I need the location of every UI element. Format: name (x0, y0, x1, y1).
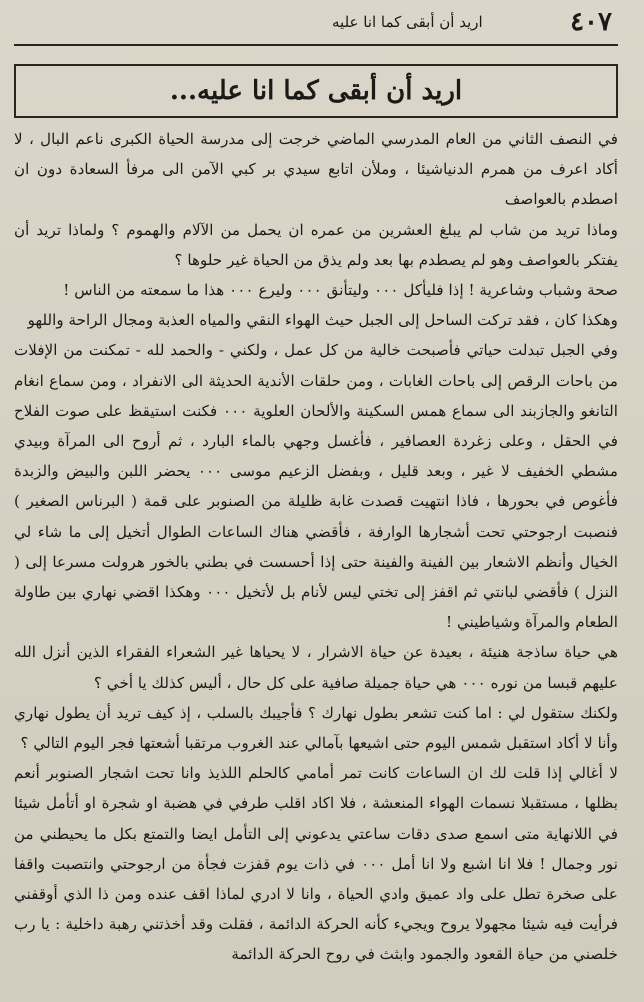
paragraph: وهكذا كان ، فقد تركت الساحل إلى الجبل حيث الهواء النقي والمياه العذبة ومجال الراحة واللهو (27, 311, 618, 330)
article-title-box (14, 64, 618, 118)
paragraph: وماذا تريد من شاب لم يبلغ العشرين من عمره ان يحمل من الآلام والهموم ؟ ولماذا تريد أن يفتكر بالعواصف وهو لم يصطدم بها بعد ولم يذق من الحياة غير حلوها ؟ (14, 220, 618, 269)
paragraph: في النصف الثاني من العام المدرسي الماضي خرجت إلى مدرسة الحياة الكبرى ناعم البال ، لا أكاد اعرف من همرم الدنياشيئا ، وملأن اتابع سيدي بر كبي الآمن الى مرفأ السعادة دون ان اصطدم بالعواصف (14, 130, 618, 209)
paragraph: هي حياة ساذجة هنيئة ، بعيدة عن حياة الاشرار ، لا يحياها غير الشعراء الفقراء الذين أنزل الله عليهم قبسا من نوره ٠٠٠ هي حياة جميلة صافية على كل حال ، أليس كذلك يا أخي ؟ (14, 643, 618, 692)
page-number: ٤٠٧ (570, 7, 612, 37)
paragraph: لا أغالي إذا قلت لك ان الساعات كانت تمر أمامي كالحلم اللذيذ وانا تحت اشجار الصنوبر أنعم بظلها ، مستقبلا نسمات الهواء المنعشة ، فلا اكاد اقلب طرفي في هضبة او شجرة او أتأمل شيئا في اللانهاية متى اسمع صدى دقات ساعتي يدعوني إلى التأمل ايضا والتمتع بكل ما يحيطني من نور وجمال ! فلا انا اشبع ولا انا أمل ٠٠٠ في ذات يوم قفزت فجأة من ارجوحتي وانتصبت واقفا على صخرة تطل على واد عميق وادي الحياة ، وانا لا ادري لماذا اقف عنده ومن ذا الذي أوقفني فرأيت فيه شيئا مجهولا يروح ويجيء كأنه الحركة الدائمة ، فقلت وقد أخذتني رهبة داخلية : يا رب خلصني من حياة القعود والجمود وابثث في روح الحركة الدائمة (14, 764, 618, 964)
running-header (14, 0, 618, 46)
paragraph: ولكنك ستقول لي : اما كنت تشعر بطول نهارك ؟ فأجيبك بالسلب ، إذ كيف تريد أن يطول نهاري وأنا لا أكاد استقبل شمس اليوم حتى اشيعها بآمالي عند الغروب مرتقبا أشعتها فجر اليوم التالي ؟ (14, 703, 618, 753)
paragraph: وفي الجبل تبدلت حياتي فأصبحت خالية من كل عمل ، ولكني - والحمد لله - تمكنت من الإفلات من باحات الرقص إلى باحات الغابات ، ومن حلقات الأندية الحديثة الى الانفراد ، ومن سماع انغام التانغو والجازبند الى سماع همس السكينة والألحان العلوية ٠٠٠ فكنت استيقظ على صوت الفلاح في الحقل ، وعلى زغردة العصافير ، فأغسل وجهي بالماء البارد ، ثم أروح الى المرآة وبيدي مشطي الخفيف لا غير ، وبعد قليل ، وبفضل الزعيم موسى ٠٠٠ يحضر اللبن والبيض والزبدة فأغوص في بحورها ، فاذا انتهيت قصدت غابة ظليلة من الصنوبر على قمة ( البرناس الصغير ) فنصبت ارجوحتي تحت أشجارها الوارفة ، فأقضي هناك الساعات الطوال أتخيل إلى ما شاء لي الخيال وأنظم الاشعار بين الفينة والفينة حتى إذا أحسست في بطني بالخور هرولت مسرعا إلى ( النزل ) فأقضي لبانتي ثم اقفز إلى تختي ليس لأنام بل لأتخيل ٠٠٠ وهكذا اقضي نهاري بين طاولة الطعام والمرآة وشياطيني ! (14, 341, 618, 632)
running-title: اريد أن أبقى كما انا عليه (332, 13, 483, 31)
paragraph: صحة وشباب وشاعرية ! إذا فليأكل ٠٠٠ وليتأنق ٠٠٠ وليرع ٠٠٠ هذا ما سمعته من الناس ! (63, 281, 618, 300)
article-title: اريد أن أبقى كما انا عليه... (169, 76, 463, 106)
article-body (14, 124, 618, 970)
